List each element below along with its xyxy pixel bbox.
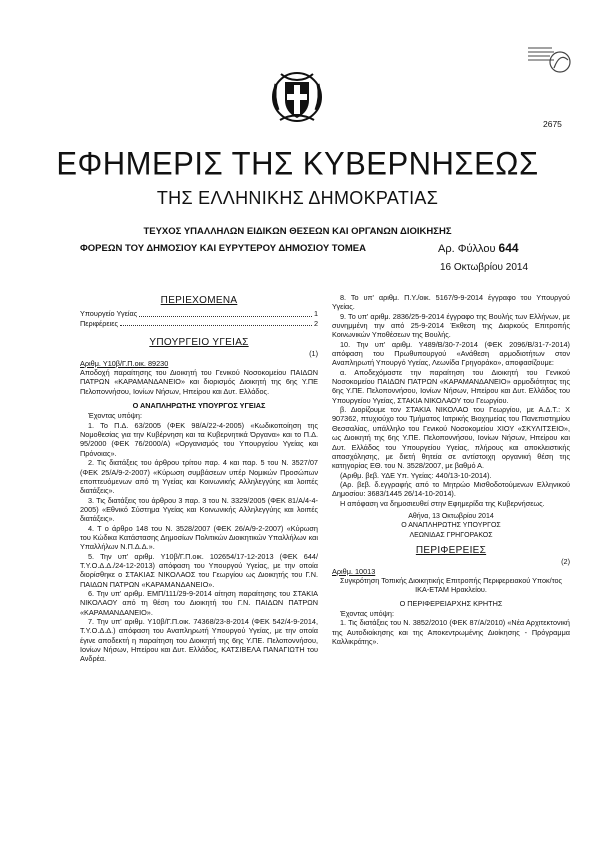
paragraph: α. Αποδεχόμαστε την παραίτηση του Διοικητή του Γενικού Νοσοκομείου ΠΑΙΔΩΝ ΠΑΤΡΩΝ «ΚΑΡΑΜΑΝΔΑΝΕΙΟ» αρμοδιότητας της 6ης Υ.ΠΕ. Πελοποννήσου, Ιονίων Νήσων, Ηπείρου και Δυτ. Ελλάδος του Υπουργείου Υγείας, ΣΤΑΚΙΑ ΝΙΚΟΛΑΟΥ του Γεωργίου. xyxy=(332,367,570,405)
authority: Ο ΑΝΑΠΛΗΡΩΤΗΣ ΥΠΟΥΡΓΟΣ ΥΓΕΙΑΣ xyxy=(132,401,266,411)
toc-heading: ΠΕΡΙΕΧΟΜΕΝΑ xyxy=(160,295,238,306)
toc-item[interactable] xyxy=(80,309,318,318)
section-heading: ΠΕΡΙΦΕΡΕΙΕΣ xyxy=(415,544,487,556)
paragraph: 3. Τις διατάξεις του άρθρου 3 παρ. 3 του Ν. 3329/2005 (ΦΕΚ 81/Α/4-4-2005) «Εθνικό Σύστημα Υγείας και Κοινωνικής Αλληλεγγύης και λοιπές διατάξεις». xyxy=(80,495,318,524)
toc-item-label: Περιφέρειες xyxy=(80,318,119,328)
signature-role: Ο ΑΝΑΠΛΗΡΩΤΗΣ ΥΠΟΥΡΓΟΣ xyxy=(401,522,501,530)
paragraph: 5. Την υπ' αριθμ. Υ10β/Γ.Π.οικ. 102654/17-12-2013 (ΦΕΚ 644/Τ.Υ.Ο.Δ.Δ./24-12-2013) απόφαση του Υπουργού Υγείας, με την οποία διορίσθηκε ο ΣΤΑΚΙΑΣ ΝΙΚΟΛΑΟΣ του Γεωργίου ως Διοικητής του Γ.Ν. ΠΑΙΔΩΝ ΠΑΤΡΩΝ «ΚΑΡΑΜΑΝΔΑΝΕΙΟ». xyxy=(80,551,318,589)
signature-name: ΛΕΩΝΙΔΑΣ ΓΡΗΓΟΡΑΚΟΣ xyxy=(409,531,493,539)
paragraph: 8. Το υπ' αριθμ. Π.Υ./οικ. 5167/9-9-2014 έγγραφο του Υπουργού Υγείας. xyxy=(332,293,570,312)
section-heading: ΥΠΟΥΡΓΕΙΟ ΥΓΕΙΑΣ xyxy=(149,337,249,349)
paragraph: 2. Τις διατάξεις του άρθρου τρίτου παρ. 4 και παρ. 5 του Ν. 3527/07 (ΦΕΚ 25/Α/9-2-2007) «Κύρωση συμβάσεων υπέρ Νομικών Προσώπων εποπτευόμενων από τη Υγείας και Κοινωνικής Αλληλεγγύης και λοιπές διατάξεις». xyxy=(80,458,318,496)
toc-item[interactable] xyxy=(80,319,318,328)
decision-subject: Αποδοχή παραίτησης του Διοικητή του Γενικού Νοσοκομείου ΠΑΙΔΩΝ ΠΑΤΡΩΝ «ΚΑΡΑΜΑΝΔΑΝΕΙΟ» και διορισμός Διοικητή της 6ης Υ.ΠΕ Πελοποννήσου, Ιονίων Νήσων, Ηπείρου και Δυτ. Ελλάδος. xyxy=(80,368,318,396)
issue-label: Αρ. Φύλλου xyxy=(438,243,496,255)
decision-index: (2) xyxy=(561,557,570,567)
coat-of-arms-emblem xyxy=(270,64,324,136)
paragraph: 4. Τ ο άρθρο 148 του Ν. 3528/2007 (ΦΕΚ 26/Α/9-2-2007) «Κύρωση του Κώδικα Κατάστασης Δημοσίων Πολιτικών Διοικητικών Υπαλλήλων και Υπαλλήλων Ν.Π.Δ.Δ.». xyxy=(80,523,318,552)
having-regard: Έχοντας υπόψη: xyxy=(88,411,142,421)
issue-series-line1: ΤΕΥΧΟΣ ΥΠΑΛΛΗΛΩΝ ΕΙΔΙΚΩΝ ΘΕΣΕΩΝ ΚΑΙ ΟΡΓΑΝΩΝ ΔΙΟΙΚΗΣΗΣ xyxy=(143,226,452,237)
paragraph: 1. Το Π.Δ. 63/2005 (ΦΕΚ 98/Α/22-4-2005) «Κωδικοποίηση της Νομοθεσίας για την Κυβέρνηση και τα Κυβερνητικά Όργανα» και το Π.Δ. 95/2000 (ΦΕΚ 76/2000/Α) «Οργανισμός του Υπουργείου Υγείας και Πρόνοιας». xyxy=(80,420,318,458)
decision-ref: Αριθμ. Υ10β/Γ.Π.οικ. 89230 xyxy=(80,358,169,368)
paragraph: 10. Την υπ' αριθμ. Υ489/Β/30-7-2014 (ΦΕΚ 2096/Β/31-7-2014) απόφαση του Πρωθυπουργού «Ανάθεση αρμοδιοτήτων στον Αναπληρωτή Υπουργό Υγείας, Λεωνίδα Γρηγοράκο», αποφασίζουμε: xyxy=(332,339,570,368)
gazette-subtitle: ΤΗΣ ΕΛΛΗΝΙΚΗΣ ΔΗΜΟΚΡΑΤΙΑΣ xyxy=(156,188,439,208)
issue-number xyxy=(438,241,519,255)
decision-index: (1) xyxy=(309,349,318,359)
decision-subject: Συγκρότηση Τοπικής Διοικητικής Επιτροπής Περιφερειακού Υποκ/τος ΙΚΑ-ΕΤΑΜ Ηρακλείου. xyxy=(339,575,563,595)
column-left xyxy=(80,278,318,664)
paragraph: 1. Τις διατάξεις του Ν. 3852/2010 (ΦΕΚ 87/Α/2010) «Νέα Αρχιτεκτονική της Αυτοδιοίκησης και της Αποκεντρωμένης Διοίκησης - Πρόγραμμα Καλλικράτης». xyxy=(332,618,570,647)
toc-item-page: 1 xyxy=(313,309,318,319)
authority: Ο ΠΕΡΙΦΕΡΕΙΑΡΧΗΣ ΚΡΗΤΗΣ xyxy=(399,598,503,608)
page-number: 2675 xyxy=(543,119,562,129)
toc-item-label: Υπουργείο Υγείας xyxy=(80,309,138,319)
toc-item-page: 2 xyxy=(313,318,318,328)
column-right xyxy=(332,293,570,646)
issue-date: 16 Οκτωβρίου 2014 xyxy=(440,262,529,273)
paragraph: (Αρ. βεβ. δ.εγγραφής από το Μητρώο Μισθοδοτούμενων Ελληνικού Δημοσίου: 3683/1445 26/14-10-2014). xyxy=(332,479,570,499)
paragraph: (Αριθμ. βεβ. ΥΔΕ Υπ. Υγείας: 440/13-10-2014). xyxy=(340,470,492,480)
paragraph: 9. Το υπ' αριθμ. 2836/25-9-2014 έγγραφο της Βουλής των Ελλήνων, με συνημμένη την από 25-9-2014 Έκθεση της Διαρκούς Επιτροπής Κοινωνικών Υποθέσεων της Βουλής. xyxy=(332,311,570,340)
decision-ref: Αριθμ. 10013 xyxy=(332,566,376,576)
having-regard: Έχοντας υπόψη: xyxy=(340,609,394,618)
issue-series-line2: ΦΟΡΕΩΝ ΤΟΥ ΔΗΜΟΣΙΟΥ ΚΑΙ ΕΥΡΥΤΕΡΟΥ ΔΗΜΟΣΙΟΥ ΤΟΜΕΑ xyxy=(80,243,366,254)
paragraph: 6. Την υπ' αριθμ. ΕΜΠ/111/29-9-2014 αίτηση παραίτησης του ΣΤΑΚΙΑ ΝΙΚΟΛΑΟΥ από τη θέση του Διοικητή του Γ.Ν. ΠΑΙΔΩΝ ΠΑΤΡΩΝ «ΚΑΡΑΜΑΝΔΑΝΕΙΟ». xyxy=(80,588,318,617)
signature-place-date: Αθήνα, 13 Οκτωβρίου 2014 xyxy=(408,512,494,520)
paragraph: 7. Την υπ' αριθμ. Υ10β/Γ.Π.οικ. 74368/23-8-2014 (ΦΕΚ 542/4-9-2014, Τ.Υ.Ο.Δ.Δ.) απόφαση του Αναπληρωτή Υπουργού Υγείας, με την οποία έγινε αποδεκτή η παραίτηση του Διοικητή της 6ης Υ.ΠΕ. Πελοποννήσου, Ιονίων Νήσων, Ηπείρου και Δυτ. Ελλάδος, ΚΑΤΣΙΒΕΛΑ ΠΑΝΑΓΙΩΤΗ του Ανδρέα. xyxy=(80,617,318,664)
paragraph: β. Διορίζουμε τον ΣΤΑΚΙΑ ΝΙΚΟΛΑΟ του Γεωργίου, με Α.Δ.Τ.: Χ 907362, πτυχιούχο του Τμήματος Ιατρικής Βιοχημείας του Πανεπιστημίου Θεσσαλίας, υπάλληλο του Γενικού Νοσοκομείου ΧΙΟΥ «ΣΚΥΛΙΤΣΕΙΟ», ως Διοικητή της 6ης Υ.ΠΕ. Πελοποννήσου, Ιονίων Νήσων, Ηπείρου και Δυτ. Ελλάδος του Υπουργείου Υγείας, πλήρους και αποκλειστικής απασχόλησης, με διετή θητεία σε αντίστοιχη οργανική θέση της κατηγορίας ΕΘ. του Ν. 3528/2007, με βαθμό Α. xyxy=(332,405,570,471)
gazette-title: ΕΦΗΜΕΡΙΣ ΤΗΣ ΚΥΒΕΡΝΗΣΕΩΣ xyxy=(56,145,539,182)
issue-value: 644 xyxy=(498,241,519,255)
paragraph: Η απόφαση να δημοσιευθεί στην Εφημερίδα της Κυβερνήσεως. xyxy=(340,498,545,508)
official-stamp xyxy=(524,40,574,77)
